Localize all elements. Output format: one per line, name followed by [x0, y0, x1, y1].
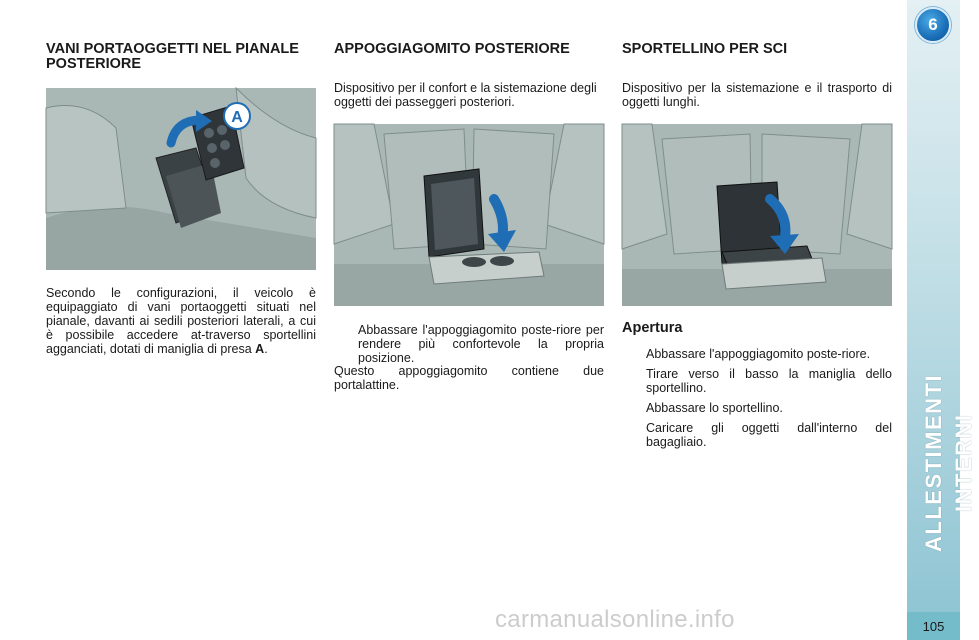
floor-storage-drawing — [46, 88, 316, 270]
floor-storage-illustration — [46, 88, 316, 270]
floor-storage-description — [46, 286, 316, 356]
instruction-text: Abbassare l'appoggiagomito poste-riore. — [646, 347, 871, 361]
chapter-title: ALLESTIMENTI INTERNI — [921, 373, 976, 553]
instruction-text: Abbassare lo sportellino. — [646, 401, 783, 415]
rear-armrest-drawing — [334, 124, 604, 306]
list-item — [622, 401, 892, 415]
ski-flap-drawing — [622, 124, 892, 306]
instruction-text: Tirare verso il basso la maniglia dello sportellino. — [646, 367, 892, 395]
list-item — [622, 367, 892, 395]
list-item — [334, 323, 604, 365]
callout-letter-a: A — [231, 109, 243, 126]
rear-armrest-intro: Dispositivo per il confort e la sistemazione degli oggetti dei passeggeri posteriori. — [334, 81, 597, 109]
ski-flap-instructions — [622, 347, 892, 455]
subheading-opening: Apertura — [622, 320, 683, 336]
section-heading-rear-armrest: APPOGGIAGOMITO POSTERIORE — [334, 41, 570, 57]
list-item — [622, 421, 892, 449]
page-number: 105 — [907, 612, 960, 640]
rear-armrest-illustration — [334, 124, 604, 306]
section-heading-ski-flap: SPORTELLINO PER SCI — [622, 41, 788, 57]
section-heading-floor-storage: VANI PORTAOGGETTI NEL PIANALE POSTERIORE — [46, 41, 299, 72]
handle-letter: A — [255, 342, 265, 356]
instruction-text: Abbassare l'appoggiagomito poste-riore per rendere più confortevole la propria posizione. — [358, 323, 604, 365]
floor-storage-text: Secondo le configurazioni, il veicolo è equipaggiato di vani portaoggetti situati nel pianale, davanti ai sedili posteriori laterali, a cui è possibile accedere at-traverso sportellini agganciati, dotati di maniglia di presa — [46, 286, 316, 356]
floor-storage-text-end: . — [264, 342, 268, 356]
ski-flap-intro: Dispositivo per la sistemazione e il trasporto di oggetti lunghi. — [622, 81, 892, 109]
list-item — [622, 347, 892, 361]
watermark: carmanualsonline.info — [495, 606, 735, 633]
chapter-number-badge: 6 — [915, 7, 951, 43]
rear-armrest-cup-holders-note: Questo appoggiagomito contiene due portalattine. — [334, 364, 604, 392]
instruction-text: Caricare gli oggetti dall'interno del bagagliaio. — [646, 421, 892, 449]
ski-flap-illustration — [622, 124, 892, 306]
